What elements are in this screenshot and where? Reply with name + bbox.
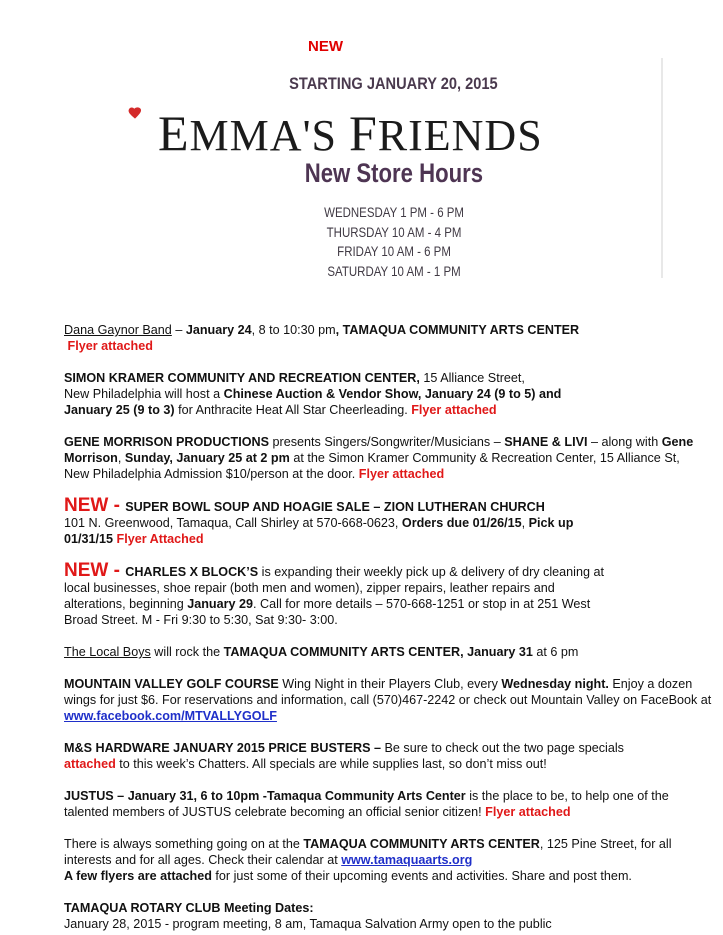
facebook-link[interactable]: www.facebook.com/MTVALLYGOLF <box>64 709 277 723</box>
hours-friday: FRIDAY 10 AM - 6 PM <box>337 244 451 259</box>
item-gene-morrison: GENE MORRISON PRODUCTIONS presents Singers/Songwriter/Musicians – SHANE & LIVI – along with Gene Morrison, Sunday, January 25 at 2 pm at the Simon Kramer Community & Recreation Center, 15 Alliance St, New Philadelphia Admission $10/person at the door. Flyer attached <box>64 435 694 481</box>
store-hours-flyer <box>128 60 658 290</box>
flyer-attached-label: Flyer attached <box>358 467 445 481</box>
item-local-boys: The Local Boys will rock the TAMAQUA COMMUNITY ARTS CENTER, January 31 at 6 pm <box>64 645 579 659</box>
hours-thursday: THURSDAY 10 AM - 4 PM <box>326 224 462 240</box>
brand-name: EMMA'S FRIENDS <box>158 105 543 161</box>
store-hours-list <box>169 203 620 281</box>
item-rotary-club: TAMAQUA ROTARY CLUB Meeting Dates: January 28, 2015 - program meeting, 8 am, Tamaqua Salvation Army open to the public <box>64 901 552 931</box>
new-badge: NEW - <box>64 560 126 581</box>
item-golf-course: MOUNTAIN VALLEY GOLF COURSE Wing Night in their Players Club, every Wednesday night. Enjoy a dozen wings for just $6. For reservations and information, call (570)467-2242 or check out Mountain Valley on FaceBook at www.facebook.com/MTVALLYGOLF <box>64 677 712 723</box>
flyer-attached-label: Flyer Attached <box>113 532 204 546</box>
flyer-attached-label: Flyer attached <box>67 339 153 353</box>
announcements <box>64 322 714 932</box>
flyer-starting-date: STARTING JANUARY 20, 2015 <box>289 74 498 93</box>
item-simon-kramer: SIMON KRAMER COMMUNITY AND RECREATION CENTER, 15 Alliance Street, New Philadelphia will host a Chinese Auction & Vendor Show, January 24 (9 to 5) and January 25 (9 to 3) for Anthracite Heat All Star Cheerleading. Flyer attached <box>64 371 562 417</box>
item-super-bowl-sale: NEW - SUPER BOWL SOUP AND HOAGIE SALE – ZION LUTHERAN CHURCH 101 N. Greenwood, Tamaqua, Call Shirley at 570-668-0623, Orders due 01/26/15, Pick up 01/31/15 Flyer Attached <box>64 495 574 546</box>
item-arts-center: There is always something going on at the TAMAQUA COMMUNITY ARTS CENTER, 125 Pine Street, for all interests and for all ages. Check their calendar at www.tamaquaarts.org A few flyers are attached for just some of their upcoming events and activities. Share and post them. <box>64 837 672 883</box>
heart-icon <box>128 106 142 120</box>
item-justus: JUSTUS – January 31, 6 to 10pm -Tamaqua Community Arts Center is the place to be, to help one of the talented members of JUSTUS celebrate becoming an official senior citizen! Flyer attached <box>64 789 669 819</box>
item-dana-gaynor: Dana Gaynor Band – January 24, 8 to 10:30 pm, TAMAQUA COMMUNITY ARTS CENTER Flyer attached <box>64 323 580 353</box>
flyer-divider <box>661 58 663 278</box>
item-hardware: M&S HARDWARE JANUARY 2015 PRICE BUSTERS – Be sure to check out the two page specials attached to this week’s Chatters. All specials are while supplies last, so don’t miss out! <box>64 741 624 771</box>
flyer-subtitle: New Store Hours <box>304 158 484 188</box>
item-charles-x-block: NEW - CHARLES X BLOCK’S is expanding their weekly pick up & delivery of dry cleaning at local businesses, shoe repair (both men and women), zipper repairs, leather repairs and alterations, beginning January 29. Call for more details – 570-668-1251 or stop in at 251 West Broad Street. M - Fri 9:30 to 5:30, Sat 9:30- 3:00. <box>64 560 604 627</box>
hours-saturday: SATURDAY 10 AM - 1 PM <box>327 263 461 279</box>
new-badge: NEW - <box>64 495 126 516</box>
new-label: NEW <box>308 38 343 55</box>
hours-wednesday: WEDNESDAY 1 PM - 6 PM <box>324 205 464 220</box>
flyer-attached-label: Flyer attached <box>485 805 571 819</box>
flyer-attached-label: Flyer attached <box>411 403 497 417</box>
tamaquaarts-link[interactable]: www.tamaquaarts.org <box>341 853 473 867</box>
